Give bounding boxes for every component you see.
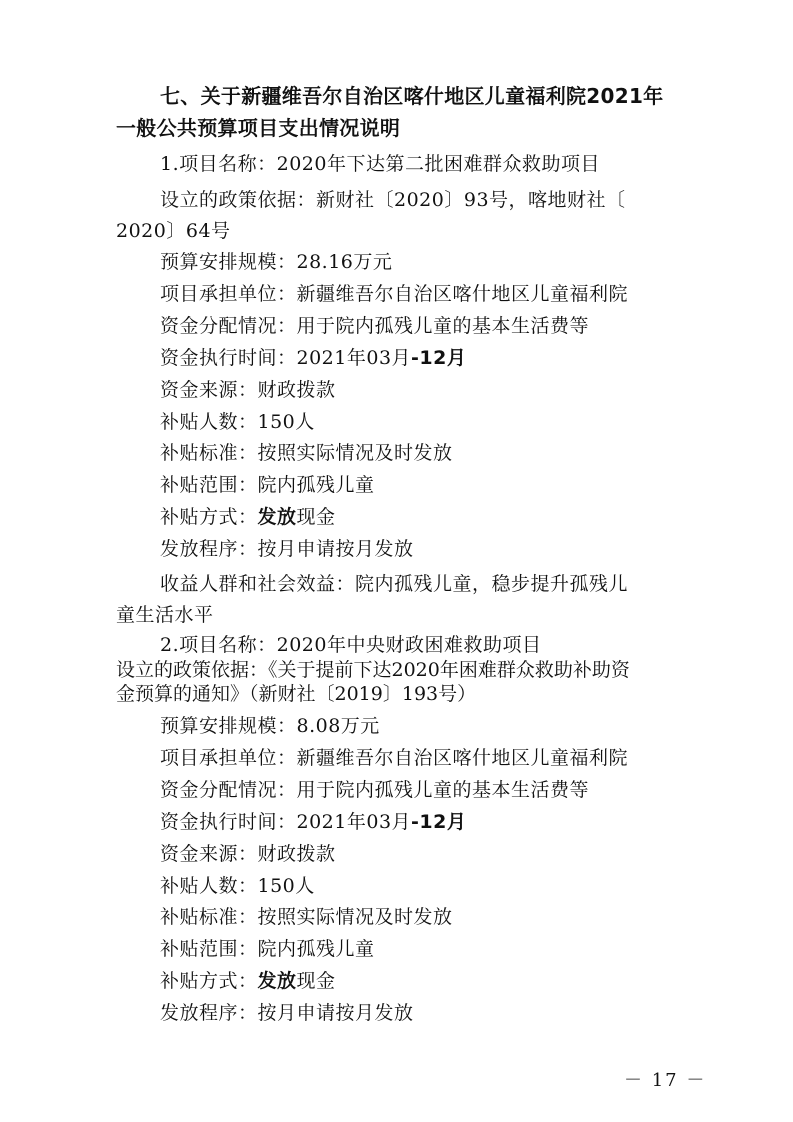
project1-execution-time	[160, 346, 466, 370]
project2-subsidy-standard: 补贴标准：按照实际情况及时发放	[160, 906, 453, 928]
project1-policy-basis-line-2: 2020〕64号	[116, 220, 231, 242]
project2-name: 2.项目名称：2020年中央财政困难救助项目	[160, 634, 542, 656]
project1-benefit-line-1: 收益人群和社会效益：院内孤残儿童，稳步提升孤残儿	[160, 573, 629, 595]
project1-subsidy-method	[160, 505, 336, 529]
project2-execution-time-end: -12月	[411, 811, 467, 833]
project2-undertaking-unit: 项目承担单位：新疆维吾尔自治区喀什地区儿童福利院	[160, 747, 629, 769]
project1-execution-time-end: -12月	[411, 347, 467, 369]
project1-issue-procedure: 发放程序：按月申请按月发放	[160, 538, 414, 560]
project1-benefit-line-2: 童生活水平	[116, 604, 214, 626]
project1-subsidy-standard: 补贴标准：按照实际情况及时发放	[160, 442, 453, 464]
project2-subsidy-scope: 补贴范围：院内孤残儿童	[160, 938, 375, 960]
project2-issue-procedure: 发放程序：按月申请按月发放	[160, 1002, 414, 1024]
project2-fund-allocation: 资金分配情况：用于院内孤残儿童的基本生活费等	[160, 779, 590, 801]
project1-method-bold: 发放	[257, 506, 297, 528]
project1-fund-allocation: 资金分配情况：用于院内孤残儿童的基本生活费等	[160, 315, 590, 337]
project2-fund-source: 资金来源：财政拨款	[160, 843, 336, 865]
project1-method-rest: 现金	[296, 506, 336, 528]
page-number: － 17 －	[624, 1070, 707, 1091]
project1-method-label: 补贴方式：	[160, 506, 258, 528]
project1-subsidy-scope: 补贴范围：院内孤残儿童	[160, 474, 375, 496]
project1-undertaking-unit: 项目承担单位：新疆维吾尔自治区喀什地区儿童福利院	[160, 283, 629, 305]
project1-fund-source: 资金来源：财政拨款	[160, 379, 336, 401]
project2-execution-time-label: 资金执行时间：2021年03月	[160, 811, 412, 833]
project1-name: 1.项目名称：2020年下达第二批困难群众救助项目	[160, 153, 600, 175]
project2-execution-time	[160, 810, 466, 834]
project1-policy-basis-line-1: 设立的政策依据：新财社〔2020〕93号，喀地财社〔	[160, 189, 626, 211]
project2-budget-scale: 预算安排规模：8.08万元	[160, 715, 380, 737]
project2-method-label: 补贴方式：	[160, 970, 258, 992]
section-title-line-2: 一般公共预算项目支出情况说明	[116, 116, 401, 140]
project1-execution-time-label: 资金执行时间：2021年03月	[160, 347, 412, 369]
project2-method-rest: 现金	[296, 970, 336, 992]
project1-subsidy-count: 补贴人数：150人	[160, 411, 315, 433]
project2-policy-basis-line-2: 金预算的通知》（新财社〔2019〕193号）	[116, 683, 477, 705]
project2-method-bold: 发放	[257, 970, 297, 992]
project2-subsidy-method	[160, 969, 336, 993]
project1-budget-scale: 预算安排规模：28.16万元	[160, 251, 393, 273]
section-title-line-1: 七、关于新疆维吾尔自治区喀什地区儿童福利院2021年	[160, 84, 664, 108]
project2-subsidy-count: 补贴人数：150人	[160, 875, 315, 897]
project2-policy-basis-line-1: 设立的政策依据：《关于提前下达2020年困难群众救助补助资	[116, 659, 630, 681]
